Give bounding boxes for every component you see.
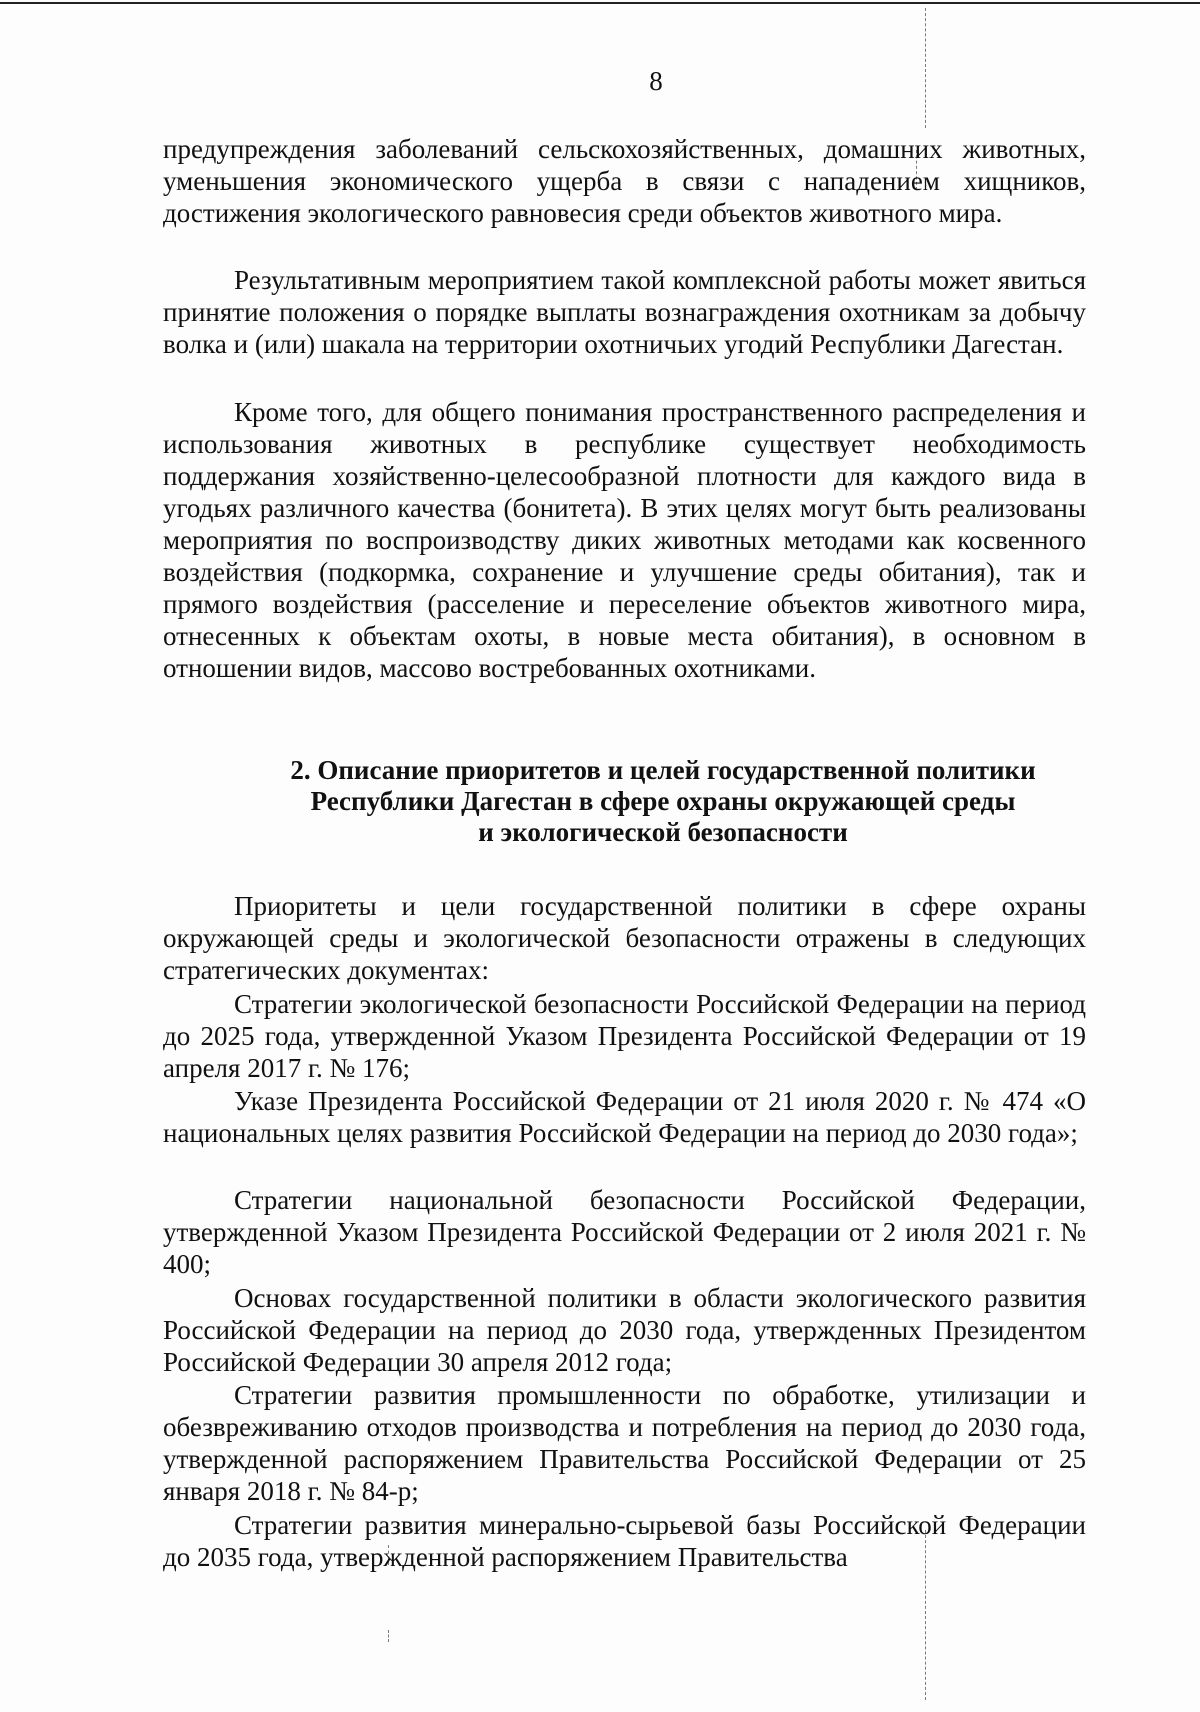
section-heading-line: 2. Описание приоритетов и целей государственной политики (290, 755, 1036, 785)
paragraph-priorities-intro: Приоритеты и цели государственной политики в сфере охраны окружающей среды и экологической безопасности отражены в следующих стратегических документах: (163, 891, 1086, 985)
paragraph-reward-measure: Результативным мероприятием такой комплексной работы может явиться принятие положения о порядке выплаты вознаграждения охотникам за добычу волка и (или) шакала на территории охотничьих угодий Республики Дагестан. (163, 265, 1086, 359)
page-number: 8 (649, 66, 663, 96)
list-item-strategy-national-security: Стратегии национальной безопасности Российской Федерации, утвержденной Указом Президента Российской Федерации от 2 июля 2021 г. № 400; (163, 1185, 1086, 1279)
scan-artifact-line (388, 1630, 389, 1642)
list-item-strategy-mineral-base: Стратегии развития минерально-сырьевой базы Российской Федерации до 2035 года, утвержденной распоряжением Правительства (163, 1510, 1086, 1572)
section-heading-line: Республики Дагестан в сфере охраны окружающей среды (310, 786, 1016, 816)
list-item-strategy-waste-industry: Стратегии развития промышленности по обработке, утилизации и обезвреживанию отходов производства и потребления на период до 2030 года, утвержденной распоряжением Правительства Российской Федерации от 25 января 2018 г. № 84-р; (163, 1380, 1086, 1506)
paragraph-continuation: предупреждения заболеваний сельскохозяйственных, домашних животных, уменьшения экономического ущерба в связи с нападением хищников, достижения экологического равновесия среди объектов животного мира. (163, 134, 1086, 228)
paragraph-density-measures: Кроме того, для общего понимания пространственного распределения и использования животных в республике существует необходимость поддержания хозяйственно-целесообразной плотности для каждого вида в угодьях различного качества (бонитета). В этих целях могут быть реализованы мероприятия по воспроизводству диких животных методами как косвенного воздействия (подкормка, сохранение и улучшение среды обитания), так и прямого воздействия (расселение и переселение объектов животного мира, отнесенных к объектам охоты, в новые места обитания), в основном в отношении видов, массово востребованных охотниками. (163, 397, 1086, 683)
list-item-decree-national-goals: Указе Президента Российской Федерации от 21 июля 2020 г. № 474 «О национальных целях развития Российской Федерации на период до 2030 года»; (163, 1086, 1086, 1148)
list-item-strategy-ecological-security: Стратегии экологической безопасности Российской Федерации на период до 2025 года, утвержденной Указом Президента Российской Федерации от 19 апреля 2017 г. № 176; (163, 989, 1086, 1083)
section-heading (163, 755, 1163, 848)
scan-top-border (0, 2, 1200, 4)
section-heading-line: и экологической безопасности (478, 817, 848, 847)
list-item-foundations-ecological-policy: Основах государственной политики в области экологического развития Российской Федерации на период до 2030 года, утвержденных Президентом Российской Федерации 30 апреля 2012 года; (163, 1283, 1086, 1377)
